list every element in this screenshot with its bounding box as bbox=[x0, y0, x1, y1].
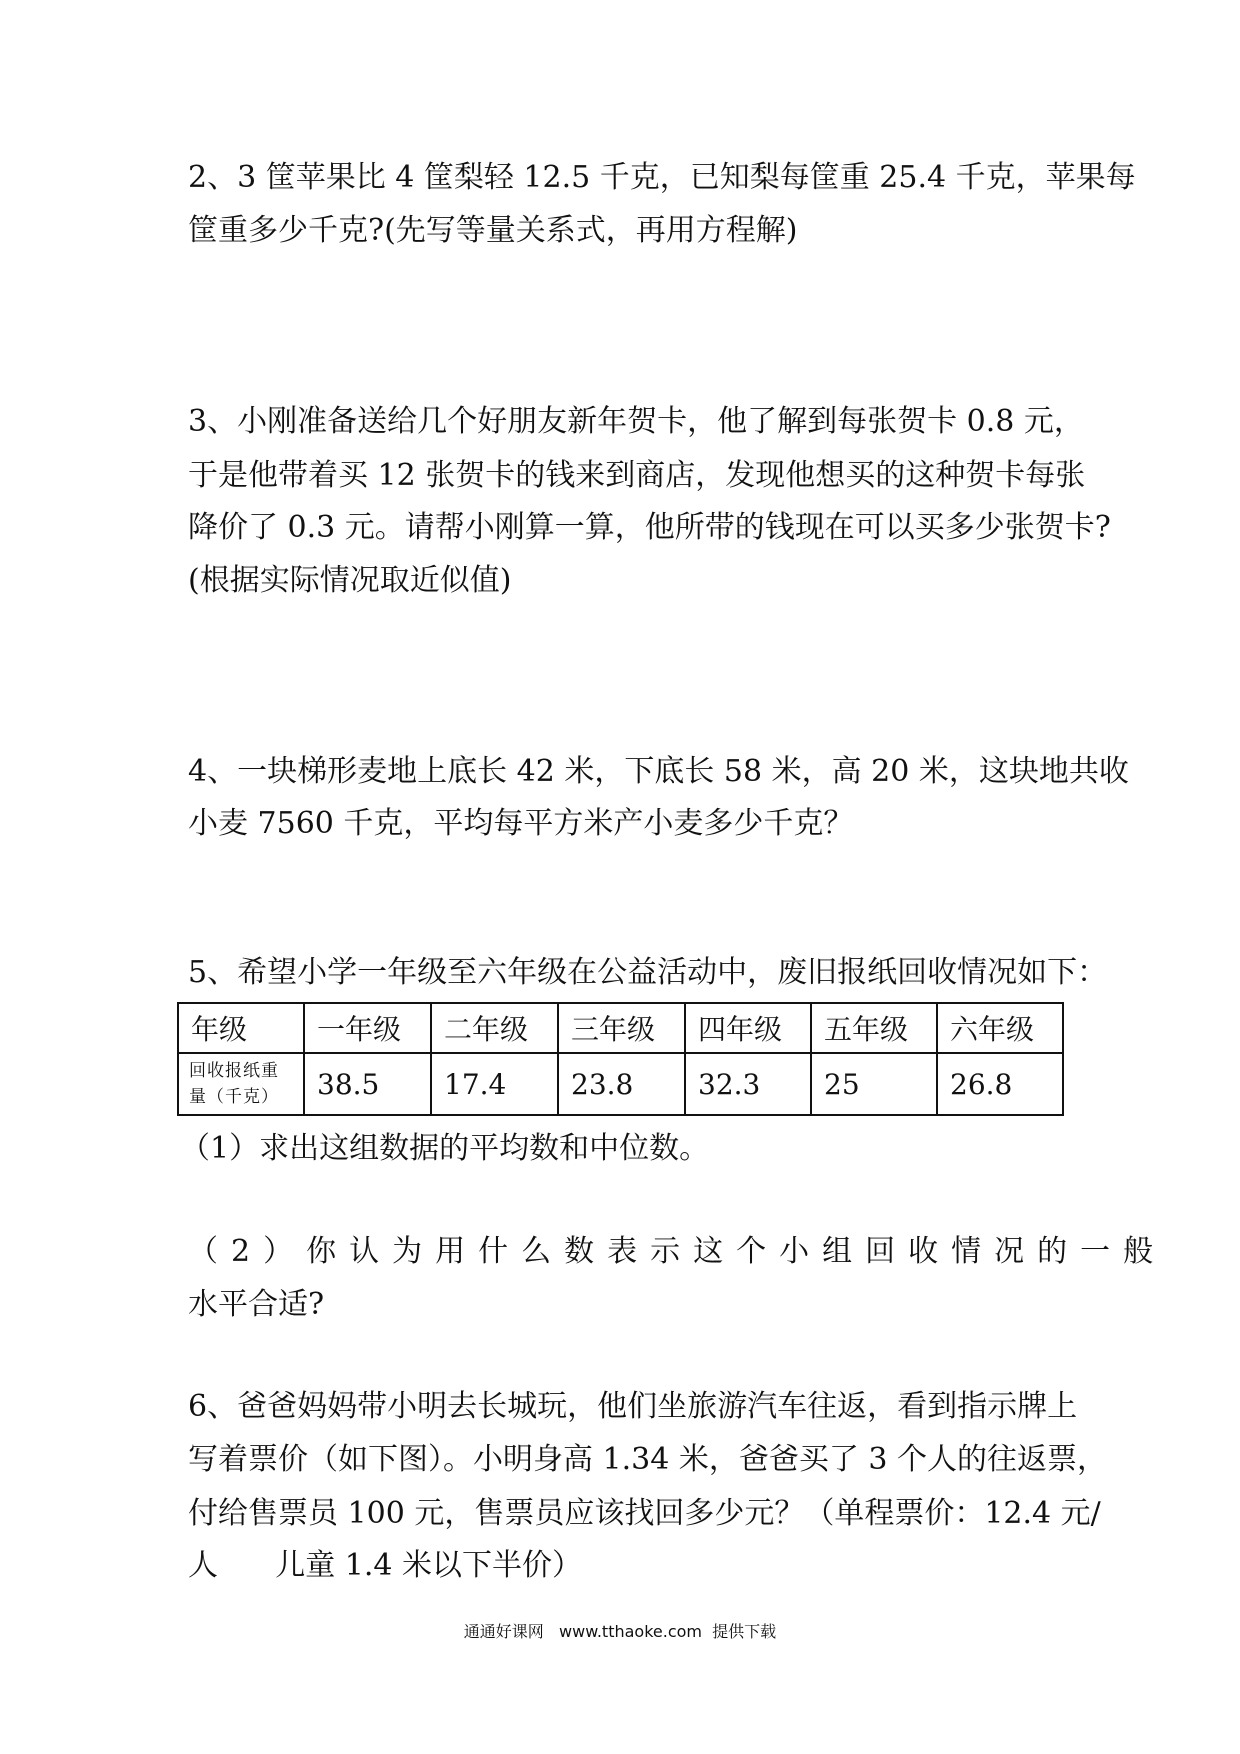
question-3-line-3: 降价了 0.3 元。请帮小刚算一算，他所带的钱现在可以买多少张贺卡? bbox=[188, 510, 1111, 545]
question-6-line-1: 6、爸爸妈妈带小明去长城玩，他们坐旅游汽车往返，看到指示牌上 bbox=[188, 1389, 1078, 1424]
question-5-intro: 5、希望小学一年级至六年级在公益活动中，废旧报纸回收情况如下： bbox=[188, 955, 1108, 990]
table-header-cell: 一年级 bbox=[304, 1003, 431, 1053]
question-2-line-1: 2、3 筐苹果比 4 筐梨轻 12.5 千克，已知梨每筐重 25.4 千克，苹果每 bbox=[188, 160, 1136, 195]
table-cell: 26.8 bbox=[937, 1053, 1063, 1115]
table-cell: 25 bbox=[811, 1053, 937, 1115]
question-3-line-2: 于是他带着买 12 张贺卡的钱来到商店，发现他想买的这种贺卡每张 bbox=[188, 458, 1086, 493]
table-header-cell: 六年级 bbox=[937, 1003, 1063, 1053]
question-4-line-1: 4、一块梯形麦地上底长 42 米，下底长 58 米，高 20 米，这块地共收 bbox=[188, 754, 1129, 789]
page-footer: 通通好课网 www.tthaoke.com 提供下载 bbox=[463, 1622, 777, 1641]
recycling-table bbox=[177, 1002, 1064, 1116]
row-label-line-2: 量（千克） bbox=[189, 1087, 279, 1107]
table-cell: 38.5 bbox=[304, 1053, 431, 1115]
table-header-cell: 四年级 bbox=[685, 1003, 811, 1053]
question-5-sub-2-line-1: （2）你认为用什么数表示这个小组回收情况的一般 bbox=[188, 1234, 1167, 1269]
table-header-cell: 五年级 bbox=[811, 1003, 937, 1053]
table-header-cell: 年级 bbox=[178, 1003, 304, 1053]
table-row bbox=[178, 1053, 1063, 1115]
question-6-line-3: 付给售票员 100 元，售票员应该找回多少元？（单程票价：12.4 元/ bbox=[188, 1496, 1101, 1531]
question-5-sub-1: （1）求出这组数据的平均数和中位数。 bbox=[180, 1131, 710, 1166]
question-5-sub-2-line-2: 水平合适? bbox=[188, 1287, 325, 1322]
question-2-line-2: 筐重多少千克?(先写等量关系式，再用方程解) bbox=[188, 213, 798, 248]
table-row-label bbox=[178, 1053, 304, 1115]
question-6-line-4: 人 儿童 1.4 米以下半价） bbox=[188, 1548, 582, 1583]
question-3-line-4: (根据实际情况取近似值) bbox=[188, 563, 512, 598]
table-cell: 23.8 bbox=[558, 1053, 685, 1115]
table-cell: 32.3 bbox=[685, 1053, 811, 1115]
table-header-cell: 三年级 bbox=[558, 1003, 685, 1053]
table-header-cell: 二年级 bbox=[431, 1003, 558, 1053]
row-label-line-1: 回收报纸重 bbox=[189, 1061, 279, 1081]
table-header-row bbox=[178, 1003, 1063, 1053]
question-6-line-2: 写着票价（如下图）。小明身高 1.34 米，爸爸买了 3 个人的往返票， bbox=[188, 1442, 1108, 1477]
table-cell: 17.4 bbox=[431, 1053, 558, 1115]
question-4-line-2: 小麦 7560 千克，平均每平方米产小麦多少千克？ bbox=[188, 806, 854, 841]
question-3-line-1: 3、小刚准备送给几个好朋友新年贺卡，他了解到每张贺卡 0.8 元， bbox=[188, 404, 1084, 439]
